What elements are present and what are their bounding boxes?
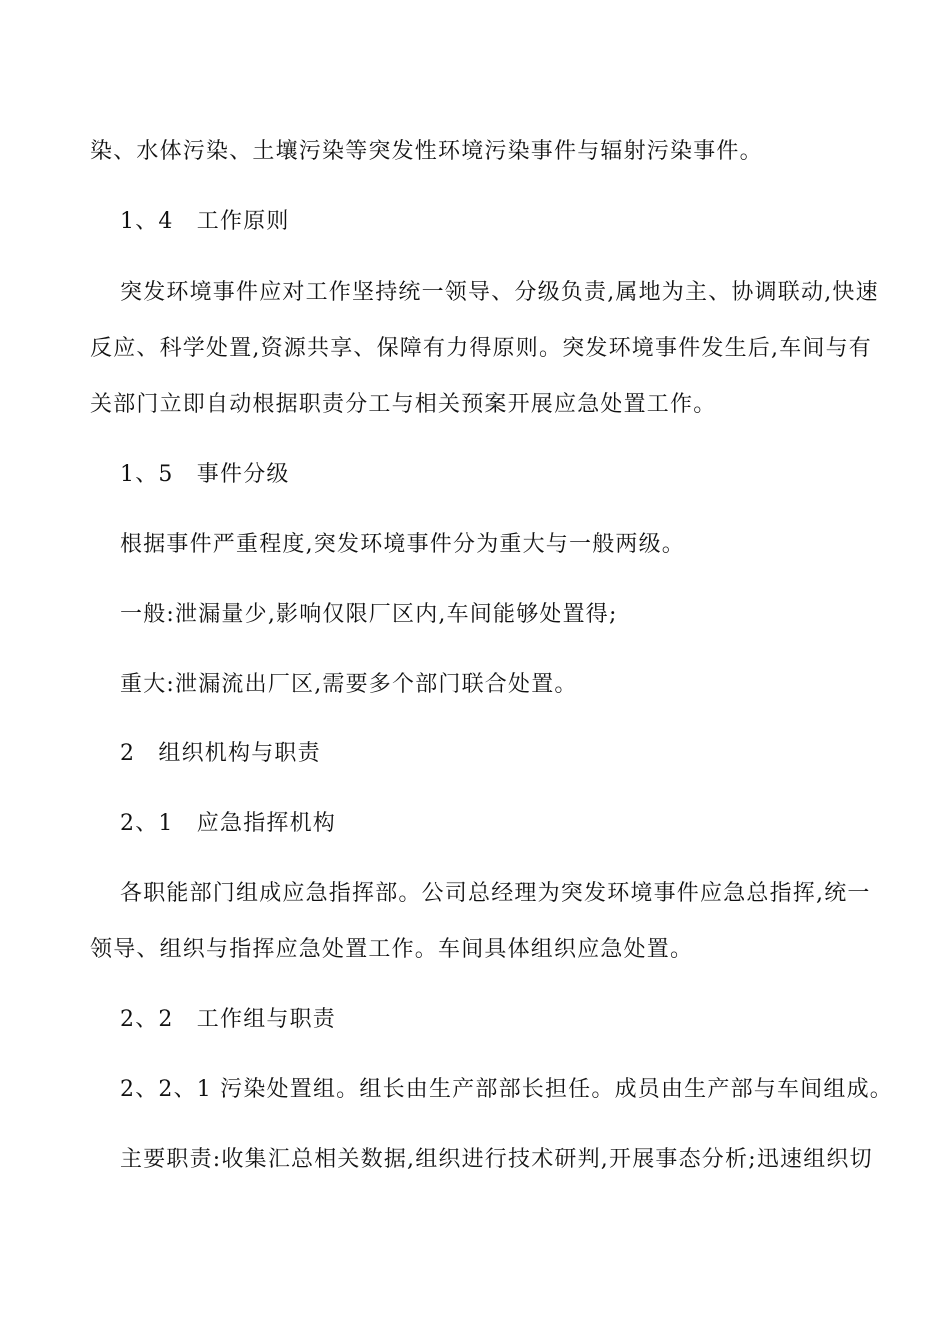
- paragraph-line: 领导、组织与指挥应急处置工作。车间具体组织应急处置。: [90, 937, 694, 962]
- paragraph-line: 2、2、1 污染处置组。组长由生产部部长担任。成员由生产部与车间组成。: [120, 1077, 893, 1102]
- paragraph-line: 一般:泄漏量少,影响仅限厂区内,车间能够处置得;: [120, 602, 618, 627]
- paragraph-line: 根据事件严重程度,突发环境事件分为重大与一般两级。: [120, 532, 685, 557]
- section-heading: 2、2 工作组与职责: [120, 1007, 336, 1032]
- paragraph-line: 突发环境事件应对工作坚持统一领导、分级负责,属地为主、协调联动,快速: [120, 280, 879, 305]
- section-heading: 1、4 工作原则: [120, 209, 290, 234]
- section-heading: 2 组织机构与职责: [120, 741, 321, 766]
- paragraph-line: 重大:泄漏流出厂区,需要多个部门联合处置。: [120, 672, 578, 697]
- paragraph-line: 关部门立即自动根据职责分工与相关预案开展应急处置工作。: [90, 392, 717, 417]
- section-heading: 1、5 事件分级: [120, 462, 290, 487]
- paragraph-line: 染、水体污染、土壤污染等突发性环境污染事件与辐射污染事件。: [90, 139, 763, 164]
- paragraph-line: 反应、科学处置,资源共享、保障有力得原则。突发环境事件发生后,车间与有: [90, 336, 872, 361]
- paragraph-line: 各职能部门组成应急指挥部。公司总经理为突发环境事件应急总指挥,统一: [120, 881, 871, 906]
- paragraph-line: 主要职责:收集汇总相关数据,组织进行技术研判,开展事态分析;迅速组织切: [120, 1147, 873, 1172]
- section-heading: 2、1 应急指挥机构: [120, 811, 336, 836]
